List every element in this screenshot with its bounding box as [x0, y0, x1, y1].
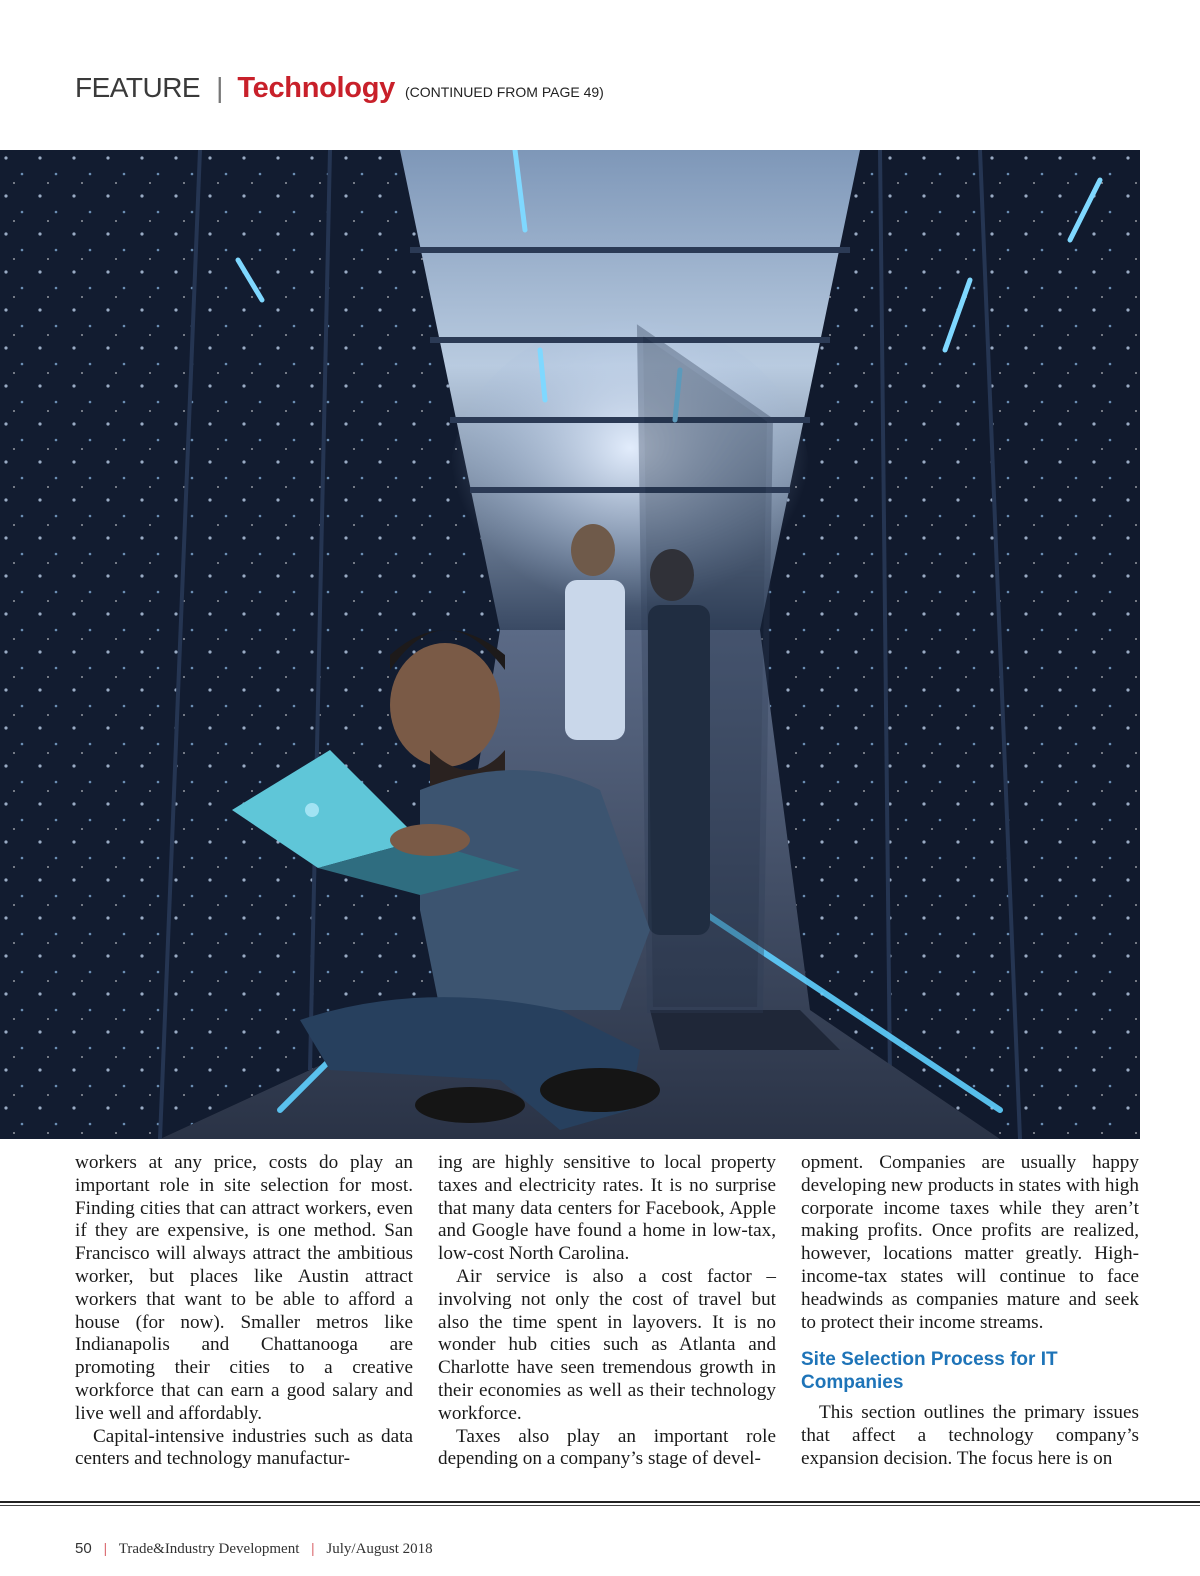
continued-note: (CONTINUED FROM PAGE 49) [404, 84, 604, 100]
section-subheading: Site Selection Process for IT Companies [801, 1349, 1058, 1394]
paragraph: ing are highly sensitive to local property taxes and electricity rates. It is no surprise that many data centers for Facebook, Apple and Google have found a home in low-tax, low-cost North Carolina. [438, 1152, 776, 1265]
paragraph: Taxes also play an important role depending on a company’s stage of devel- [438, 1425, 776, 1470]
running-header [75, 72, 604, 108]
article-column-2 [438, 1152, 776, 1471]
paragraph: This section outlines the primary issues that affect a technology company’s expansion decision. The focus here is on [801, 1402, 1139, 1469]
footer-separator: | [103, 1541, 107, 1557]
photo-illustration [0, 150, 1140, 1139]
paragraph: workers at any price, costs do play an important role in site selection for most. Finding cities that can attract workers, even if they are expensive, is one method. San Francisco will always attract the ambitious worker, but places like Austin attract workers that want to be able to afford a house (for now). Smaller metros like Indianapolis and Chattanooga are promoting their cities to a creative workforce that can earn a good salary and live well and affordably. [75, 1152, 413, 1424]
footer-rule-thin [0, 1505, 1200, 1506]
article-column-1 [75, 1152, 413, 1471]
publication-name: Trade&Industry Development [118, 1541, 300, 1557]
paragraph: Capital-intensive industries such as data centers and technology manufactur- [75, 1425, 413, 1470]
page-footer [75, 1540, 433, 1558]
article-column-3 [801, 1152, 1139, 1471]
paragraph: opment. Companies are usually happy developing new products in states with high corporate income taxes while they aren’t making profits. Once profits are realized, however, locations matter greatly. High-income-tax states will continue to face headwinds as companies mature and seek to protect their income streams. [801, 1152, 1139, 1333]
header-separator: | [216, 72, 224, 103]
topic-label: Technology [237, 72, 395, 104]
paragraph: Air service is also a cost factor – involving not only the cost of travel but also the time spent in layovers. It is no wonder hub cities such as Atlanta and Charlotte have seen tremendous growth in their economies as well as their technology workforce. [438, 1265, 776, 1424]
footer-rule [0, 1501, 1200, 1503]
section-label: FEATURE [75, 72, 201, 103]
footer-separator: | [311, 1541, 315, 1557]
page-number: 50 [75, 1540, 92, 1557]
issue-date: July/August 2018 [326, 1541, 433, 1557]
data-center-aisle-photo [0, 150, 1140, 1139]
